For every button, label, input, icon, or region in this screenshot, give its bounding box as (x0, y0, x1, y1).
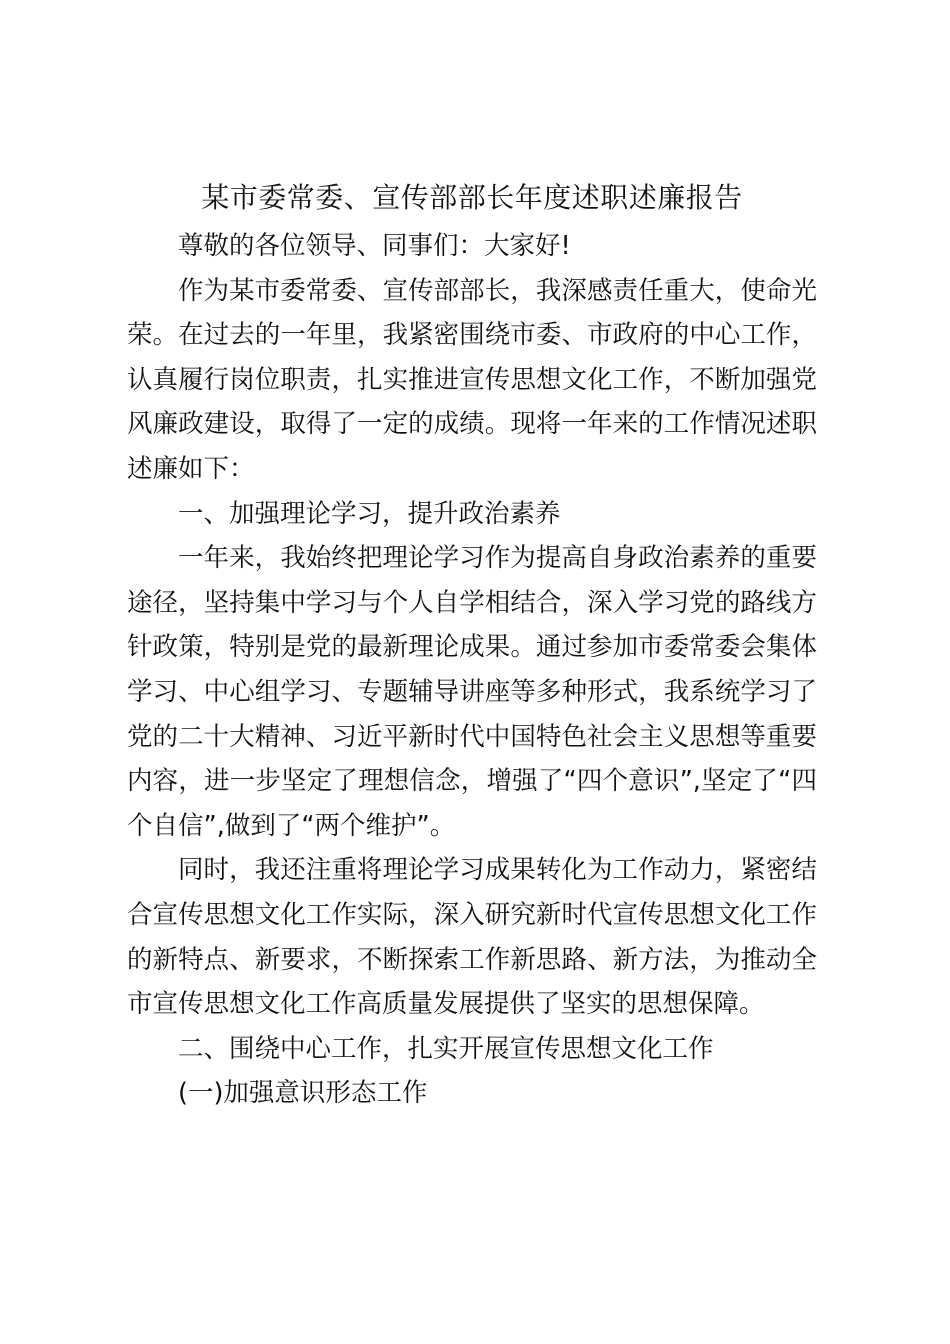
section-heading-2: 二、围绕中心工作，扎实开展宣传思想文化工作 (178, 1033, 714, 1064)
greeting: 尊敬的各位领导、同事们：大家好! (178, 231, 571, 261)
section-1-paragraph-2: 同时，我还注重将理论学习成果转化为工作动力，紧密结合宣传思想文化工作实际，深入研究新时代宣传思想文化工作的新特点、新要求，不断探索工作新思路、新方法，为推动全市宣传思想文化工作高质量发展提供了坚实的思想保障。 (127, 855, 817, 1020)
document-title: 某市委常委、宣传部部长年度述职述廉报告 (201, 181, 743, 214)
document-body (127, 224, 817, 1116)
subsection-heading-1: (一)加强意识形态工作 (178, 1078, 428, 1109)
section-1-paragraph-1: 一年来，我始终把理论学习作为提高自身政治素养的重要途径，坚持集中学习与个人自学相结合，深入学习党的路线方针政策，特别是党的最新理论成果。通过参加市委常委会集体学习、中心组学习、专题辅导讲座等多种形式，我系统学习了党的二十大精神、习近平新时代中国特色社会主义思想等重要内容，进一步坚定了理想信念，增强了“四个意识”,坚定了“四个自信”,做到了“两个维护”。 (127, 543, 817, 841)
section-heading-1: 一、加强理论学习，提升政治素养 (178, 498, 561, 529)
intro-paragraph: 作为某市委常委、宣传部部长，我深感责任重大，使命光荣。在过去的一年里，我紧密围绕市委、市政府的中心工作，认真履行岗位职责，扎实推进宣传思想文化工作，不断加强党风廉政建设，取得了一定的成绩。现将一年来的工作情况述职述廉如下： (127, 275, 817, 484)
